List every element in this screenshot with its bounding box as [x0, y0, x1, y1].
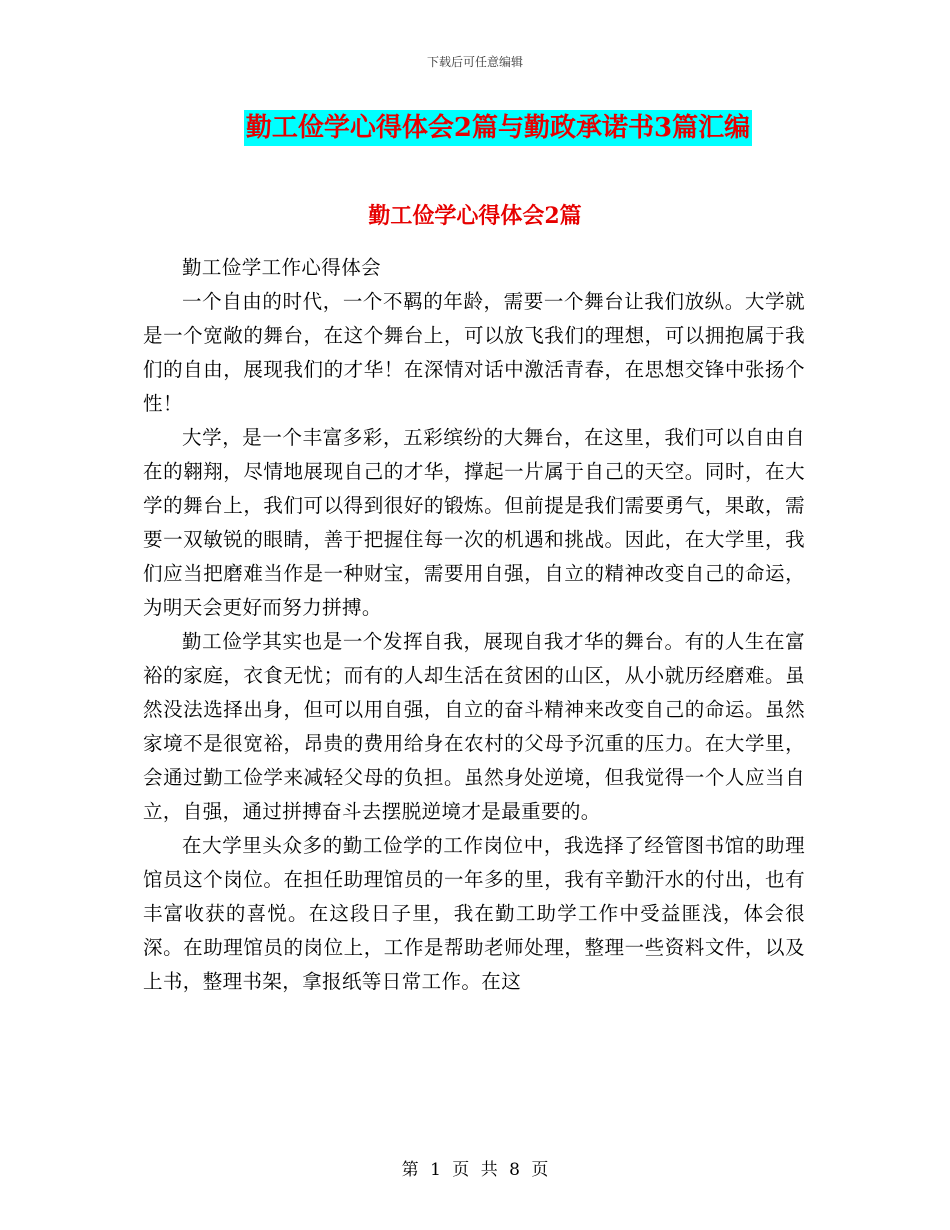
- section-title: 勤工俭学心得体会2篇: [368, 203, 582, 229]
- paragraph: 在大学里头众多的勤工俭学的工作岗位中，我选择了经管图书馆的助理馆员这个岗位。在担任助理馆员的一年多的里，我有辛勤汗水的付出，也有丰富收获的喜悦。在这段日子里，我在勤工助学工作中受益匪浅，体会很深。在助理馆员的岗位上，工作是帮助老师处理，整理一些资料文件，以及上书，整理书架，拿报纸等日常工作。在这: [143, 834, 805, 993]
- page-footer: [0, 1155, 950, 1180]
- footer-prefix: 第: [401, 1160, 419, 1180]
- footer-page-number: 1: [430, 1160, 441, 1180]
- footer-total-pages: 8: [509, 1160, 520, 1180]
- paragraph: 勤工俭学其实也是一个发挥自我，展现自我才华的舞台。有的人生在富裕的家庭，衣食无忧；而有的人却生活在贫困的山区，从小就历经磨难。虽然没法选择出身，但可以用自强，自立的奋斗精神来改变自己的命运。虽然家境不是很宽裕，昂贵的费用给身在农村的父母予沉重的压力。在大学里，会通过勤工俭学来减轻父母的负担。虽然身处逆境，但我觉得一个人应当自立，自强，通过拼搏奋斗去摆脱逆境才是最重要的。: [143, 630, 805, 823]
- page-header-note: 下载后可任意编辑: [426, 55, 523, 69]
- paragraph-heading: 勤工俭学工作心得体会: [182, 256, 382, 279]
- paragraph: 一个自由的时代，一个不羁的年龄，需要一个舞台让我们放纵。大学就是一个宽敞的舞台，在这个舞台上，可以放飞我们的理想，可以拥抱属于我们的自由，展现我们的才华！在深情对话中激活青春，在思想交锋中张扬个性！: [143, 290, 805, 415]
- document-body: [143, 223, 805, 999]
- footer-total-prefix: 共: [480, 1160, 498, 1180]
- paragraph: 大学，是一个丰富多彩，五彩缤纷的大舞台，在这里，我们可以自由自在的翱翔，尽情地展现自己的才华，撑起一片属于自己的天空。同时，在大学的舞台上，我们可以得到很好的锻炼。但前提是我们需要勇气，果敢，需要一双敏锐的眼睛，善于把握住每一次的机遇和挑战。因此，在大学里，我们应当把磨难当作是一种财宝，需要用自强，自立的精神改变自己的命运，为明天会更好而努力拼搏。: [143, 426, 805, 619]
- document-main-title: 勤工俭学心得体会2篇与勤政承诺书3篇汇编: [244, 110, 752, 146]
- footer-middle: 页: [452, 1160, 470, 1180]
- footer-suffix: 页: [531, 1160, 549, 1180]
- main-title-container: [0, 110, 950, 146]
